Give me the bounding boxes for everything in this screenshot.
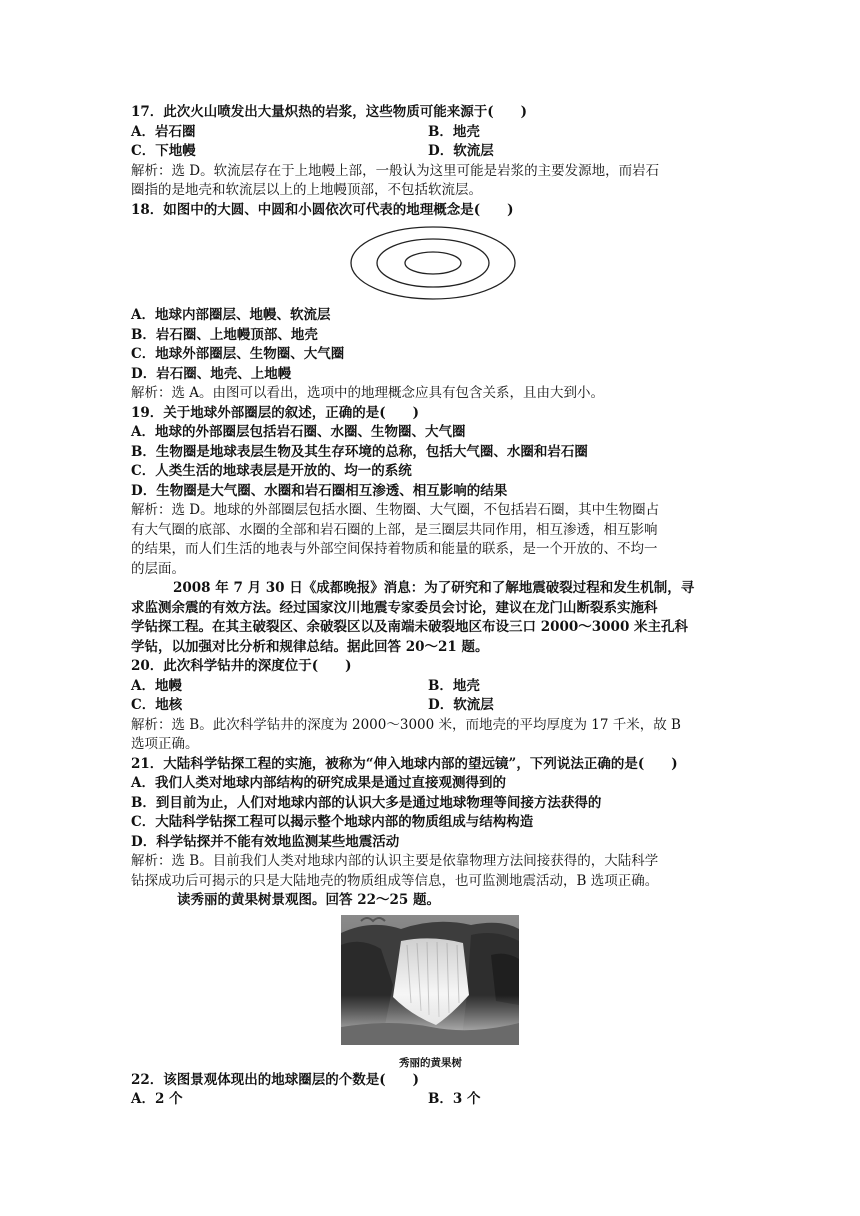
analysis-line: 解析：选 D。软流层存在于上地幔上部，一般认为这里可能是岩浆的主要发源地，而岩石 <box>131 162 660 179</box>
concentric-ellipses-diagram <box>348 224 518 302</box>
passage-line: 学钻探工程。在其主破裂区、余破裂区以及南端未破裂地区布设三口 2000～3000 米主孔科 <box>131 619 689 635</box>
analysis-line: 解析：选 B。此次科学钻井的深度为 2000～3000 米，而地壳的平均厚度为 17 千米，故 B <box>131 716 681 733</box>
analysis-line: 解析：选 A。由图可以看出，选项中的地理概念应具有包含关系，且由大到小。 <box>131 385 605 401</box>
option-d: D．科学钻探并不能有效地监测某些地震活动 <box>131 833 400 850</box>
option-c: C．下地幔 <box>131 143 196 159</box>
option-c: C．人类生活的地球表层是开放的、均一的系统 <box>131 463 412 479</box>
option-b: B．到目前为止，人们对地球内部的认识大多是通过地球物理等间接方法获得的 <box>131 794 602 811</box>
option-a: A．我们人类对地球内部结构的研究成果是通过直接观测得到的 <box>131 775 506 791</box>
analysis-line: 钻探成功后可揭示的只是大陆地壳的物质组成等信息，也可监测地震活动，B 选项正确。 <box>131 872 659 889</box>
analysis-line: 圈指的是地壳和软流层以上的上地幔顶部，不包括软流层。 <box>131 182 482 198</box>
option-d: D．软流层 <box>428 697 494 713</box>
option-b: B．3 个 <box>428 1091 481 1107</box>
reading-prompt: 读秀丽的黄果树景观图。回答 22～25 题。 <box>177 892 440 908</box>
question-17-options-row-2 <box>131 142 736 162</box>
large-ellipse <box>351 227 515 299</box>
option-a: A．岩石圈 <box>131 123 196 140</box>
question-19-stem: 19．关于地球外部圈层的叙述，正确的是( ) <box>131 404 420 421</box>
question-18-stem: 18．如图中的大圆、中圆和小圆依次可代表的地理概念是( ) <box>131 201 514 218</box>
question-20-options-row-1 <box>131 677 736 697</box>
option-c: C．大陆科学钻探工程可以揭示整个地球内部的物质组成与结构构造 <box>131 814 534 830</box>
question-20-stem: 20．此次科学钻井的深度位于( ) <box>131 658 352 674</box>
question-22-options-row-1 <box>131 1090 736 1110</box>
analysis-line: 有大气圈的底部、水圈的全部和岩石圈的上部，是三圈层共同作用，相互渗透，相互影响 <box>131 521 658 538</box>
question-17-options-row-1 <box>131 123 736 143</box>
passage-line: 学钻，以加强对比分析和规律总结。据此回答 20～21 题。 <box>131 638 489 655</box>
question-17-stem: 17．此次火山喷发出大量炽热的岩浆，这些物质可能来源于( ) <box>131 104 528 120</box>
waterfall-photo <box>341 915 519 1045</box>
small-ellipse <box>405 252 461 274</box>
analysis-line: 解析：选 B。目前我们人类对地球内部的认识主要是依靠物理方法间接获得的，大陆科学 <box>131 853 659 869</box>
option-b: B．地壳 <box>428 677 480 694</box>
question-20-options-row-2 <box>131 696 736 716</box>
option-b: B．生物圈是地球表层生物及其生存环境的总称，包括大气圈、水圈和岩石圈 <box>131 443 588 460</box>
option-a: A．地幔 <box>131 677 182 694</box>
option-b: B．岩石圈、上地幔顶部、地壳 <box>131 326 318 343</box>
exam-page <box>131 103 736 1110</box>
option-d: D．软流层 <box>428 143 494 159</box>
analysis-line: 解析：选 D。地球的外部圈层包括水圈、生物圈、大气圈，不包括岩石圈，其中生物圈占 <box>131 502 660 518</box>
option-a: A．2 个 <box>131 1091 183 1107</box>
option-c: C．地核 <box>131 697 183 713</box>
analysis-line: 的结果，而人们生活的地表与外部空间保持着物质和能量的联系，是一个开放的、不均一 <box>131 541 658 557</box>
question-21-stem: 21．大陆科学钻探工程的实施，被称为“伸入地球内部的望远镜”，下列说法正确的是( ) <box>131 755 678 772</box>
waterfall-image <box>341 915 519 1045</box>
option-d: D．岩石圈、地壳、上地幔 <box>131 365 292 382</box>
question-22-stem: 22．该图景观体现出的地球圈层的个数是( ) <box>131 1071 420 1088</box>
medium-ellipse <box>377 239 489 287</box>
analysis-line: 选项正确。 <box>131 736 199 752</box>
analysis-line: 的层面。 <box>131 560 185 577</box>
concentric-ellipses-figure <box>131 220 736 306</box>
option-a: A．地球的外部圈层包括岩石圈、水圈、生物圈、大气圈 <box>131 424 466 440</box>
option-b: B．地壳 <box>428 123 480 140</box>
option-a: A．地球内部圈层、地幔、软流层 <box>131 307 331 323</box>
passage-line: 求监测余震的有效方法。经过国家汶川地震专家委员会讨论，建议在龙门山断裂系实施科 <box>131 599 658 616</box>
passage-line: 2008 年 7 月 30 日《成都晚报》消息：为了研究和了解地震破裂过程和发生机制，寻 <box>173 580 695 596</box>
option-c: C．地球外部圈层、生物圈、大气圈 <box>131 346 345 362</box>
waterfall-figure <box>131 915 736 1055</box>
option-d: D．生物圈是大气圈、水圈和岩石圈相互渗透、相互影响的结果 <box>131 482 508 499</box>
photo-caption: 秀丽的黄果树 <box>399 1056 462 1069</box>
